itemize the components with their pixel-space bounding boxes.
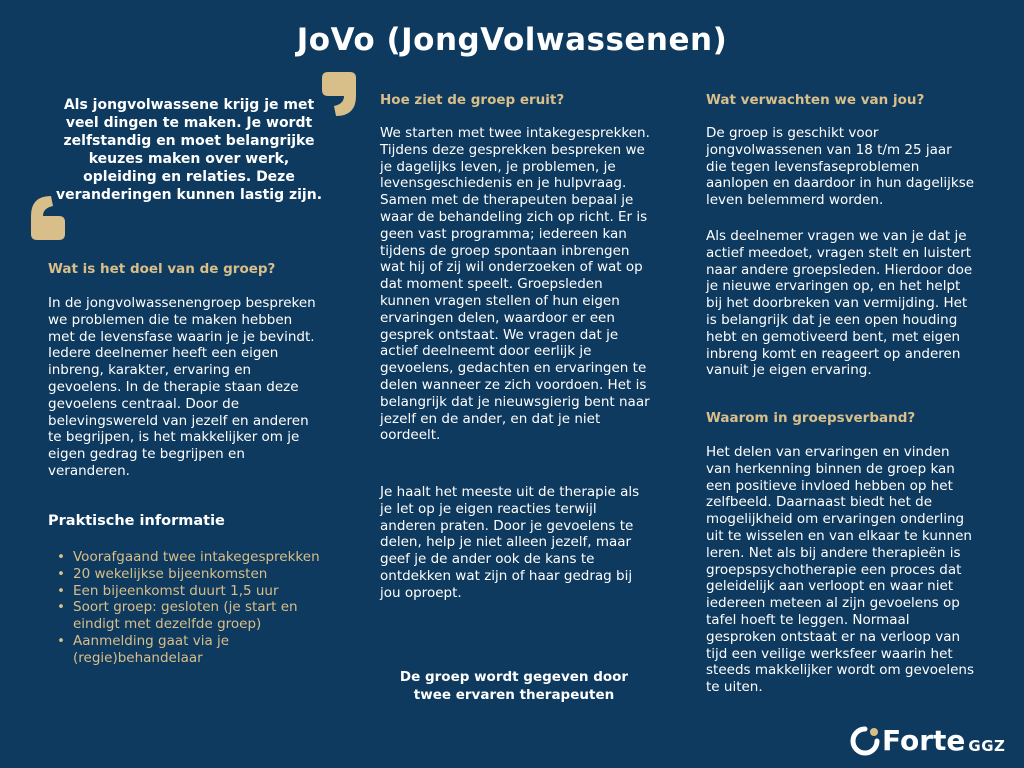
- expectations-paragraph-2: Als deelnemer vragen we van je dat je actief meedoet, vragen stelt en luistert naar andere groepsleden. Hierdoor doe je nieuwe ervaringen op, en het helpt bij het doorbreken van vermijding. Het is belangrijk dat je een open houding hebt en gemotiveerd bent, met eigen inbreng komt en reageert op anderen vanuit je eigen ervaring.: [706, 228, 973, 379]
- group-look-heading: Hoe ziet de groep eruit?: [380, 92, 565, 108]
- page-title: JoVo (JongVolwassenen): [296, 22, 728, 58]
- intro-quote: Als jongvolwassene krijg je met veel dingen te maken. Je wordt zelfstandig en moet belangrijke keuzes maken over werk, opleiding en relaties. Deze veranderingen kunnen lastig zijn.: [55, 97, 323, 203]
- why-group-heading: Waarom in groepsverband?: [706, 410, 916, 426]
- quote-open-mark-icon: [322, 72, 356, 116]
- group-look-paragraph-2: Je haalt het meeste uit de therapie als je let op je eigen reacties terwijl anderen praten. Door je gevoelens te delen, help je niet alleen jezelf, maar geef je de ander ook de kans te ontdekken wat zijn of haar gedrag bij jou oproept.: [380, 484, 640, 601]
- expectations-heading: Wat verwachten we van jou?: [706, 92, 925, 108]
- list-item: • 20 wekelijkse bijeenkomsten: [48, 566, 338, 583]
- forte-logo: [850, 722, 1005, 756]
- list-item: • Soort groep: gesloten (je start en eindigt met dezelfde groep): [48, 599, 338, 633]
- expectations-paragraph-1: De groep is geschikt voor jongvolwassenen van 18 t/m 25 jaar die tegen levensfaseproblemen aanlopen en daardoor in hun dagelijkse leven belemmerd worden.: [706, 125, 975, 209]
- list-item: • Aanmelding gaat via je (regie)behandelaar: [48, 633, 338, 667]
- why-group-body: Het delen van ervaringen en vinden van herkenning binnen de groep kan een positieve invloed hebben op het zelfbeeld. Daarnaast biedt het de mogelijkheid om ervaringen onderling uit te wisselen en van elkaar te kunnen leren. Net als bij andere therapieën is groepspsychotherapie een proces dat geleidelijk aan verloopt en waar niet iedereen meteen al zijn gevoelens op tafel hoeft te leggen. Normaal gesproken ontstaat er na verloop van tijd een veilige werksfeer waarin het steeds makkelijker wordt om gevoelens te uiten.: [706, 444, 974, 696]
- goal-heading: Wat is het doel van de groep?: [48, 261, 276, 277]
- list-item: • Voorafgaand twee intakegesprekken: [48, 549, 338, 566]
- logo-suffix: GGZ: [968, 737, 1006, 755]
- goal-body: In de jongvolwassenengroep bespreken we problemen die te maken hebben met de levensfase waarin je je bevindt. Iedere deelnemer heeft een eigen inbreng, karakter, ervaring en gevoelens. In de therapie staan deze gevoelens centraal. Door de belevingswereld van jezelf en anderen te begrijpen, is het makkelijker om je eigen gedrag te begrijpen en veranderen.: [48, 295, 316, 479]
- list-item: • Een bijeenkomst duurt 1,5 uur: [48, 583, 338, 600]
- practical-heading: Praktische informatie: [48, 513, 225, 529]
- logo-name: Forte: [882, 724, 966, 757]
- group-look-paragraph-1: We starten met twee intakegesprekken. Tijdens deze gesprekken bespreken we je dagelijks leven, je problemen, je levensgeschiedenis en je hulpvraag. Samen met de therapeuten bepaal je waar de behandeling zich op richt. Er is geen vast programma; iedereen kan tijdens de groep spontaan inbrengen wat hij of zij wil onderzoeken of wat op dat moment speelt. Groepsleden kunnen vragen stellen of hun eigen ervaringen delen, waardoor er een gesprek ontstaat. We vragen dat je actief deelneemt door eerlijk je gevoelens, gedachten en ervaringen te delen wanneer ze zich voordoen. Het is belangrijk dat je nieuwsgierig bent naar jezelf en de ander, en dat je niet oordeelt.: [380, 125, 650, 444]
- therapists-note: De groep wordt gegeven door twee ervaren therapeuten: [399, 669, 629, 703]
- practical-list: [48, 549, 338, 667]
- forte-logo-icon: [850, 726, 880, 756]
